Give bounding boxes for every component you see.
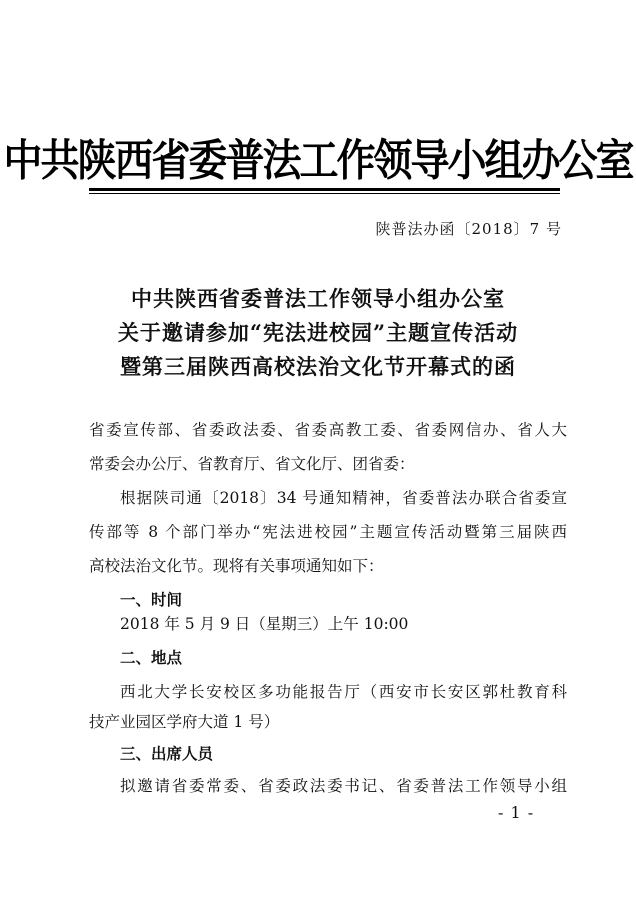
title-line-1: 中共陕西省委普法工作领导小组办公室 <box>131 286 505 311</box>
title-line-3: 暨第三届陕西高校法治文化节开幕式的函 <box>120 354 516 379</box>
masthead-rule-thick <box>89 188 560 191</box>
masthead-rule-thin <box>89 193 560 194</box>
section-heading-time: 一、时间 <box>120 591 183 609</box>
section-attendees-line-1: 拟邀请省委常委、省委政法委书记、省委普法工作领导小组 <box>120 777 567 795</box>
title-line-2: 关于邀请参加“宪法进校园”主题宣传活动 <box>117 320 519 345</box>
document-number: 陕普法办函〔2018〕7 号 <box>375 220 562 238</box>
intro-line-3: 高校法治文化节。现将有关事项通知如下： <box>89 557 384 575</box>
section-location-line-2: 技产业园区学府大道 1 号） <box>89 713 280 731</box>
section-time-line-1: 2018 年 5 月 9 日（星期三）上午 10:00 <box>120 615 409 633</box>
intro-line-2: 传部等 8 个部门举办“宪法进校园”主题宣传活动暨第三届陕西 <box>89 523 567 541</box>
section-heading-attendees: 三、出席人员 <box>120 745 214 763</box>
page-number: - 1 - <box>498 803 535 822</box>
addressee-line-2: 常委会办公厅、省教育厅、省文化厅、团省委： <box>89 455 415 473</box>
section-location-line-1: 西北大学长安校区多功能报告厅（西安市长安区郭杜教育科 <box>120 683 567 701</box>
section-heading-location: 二、地点 <box>120 649 183 667</box>
masthead-title: 中共陕西省委普法工作领导小组办公室 <box>3 136 633 187</box>
addressee-line-1: 省委宣传部、省委政法委、省委高教工委、省委网信办、省人大 <box>89 421 567 439</box>
intro-line-1: 根据陕司通〔2018〕34 号通知精神，省委普法办联合省委宣 <box>120 489 567 507</box>
